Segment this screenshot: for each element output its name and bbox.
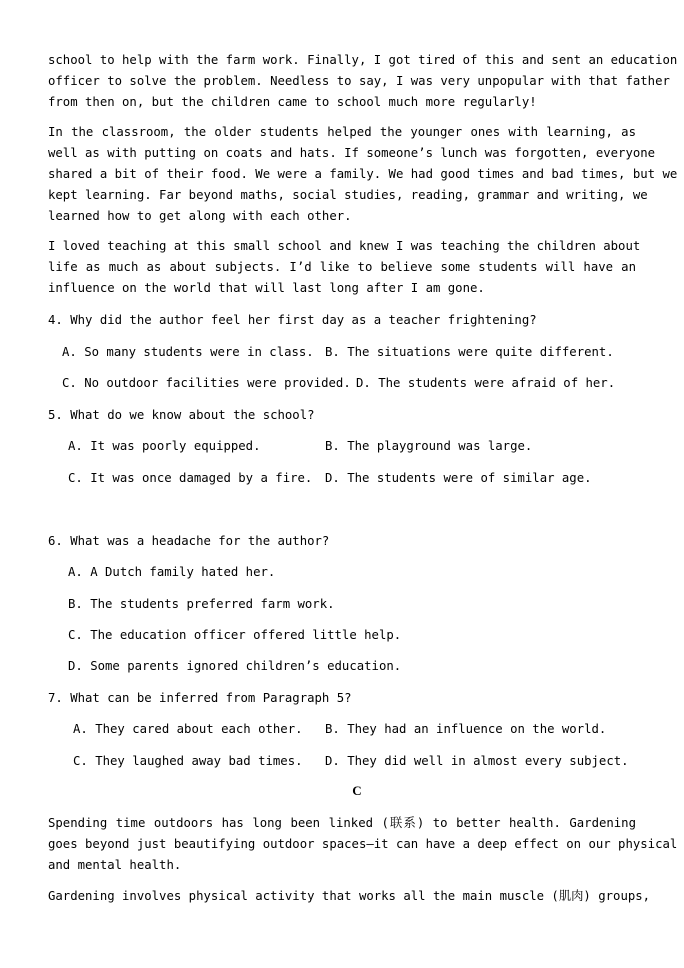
question-7-option-a: A. They cared about each other.	[73, 722, 303, 736]
text-line: Spending time outdoors has long been linked (联系) to better health. Gardening	[48, 816, 636, 830]
question-5-option-a: A. It was poorly equipped.	[68, 439, 261, 453]
text-line: well as with putting on coats and hats. If someone’s lunch was forgotten, everyone	[48, 146, 656, 160]
text-line: I loved teaching at this small school and knew I was teaching the children about	[48, 239, 641, 253]
question-4-option-c: C. No outdoor facilities were provided.	[62, 376, 351, 390]
text-line: Gardening involves physical activity that works all the main muscle (肌肉) groups,	[48, 889, 651, 903]
text-line: shared a bit of their food. We were a family. We had good times and bad times, but we	[48, 167, 678, 181]
text-line: In the classroom, the older students helped the younger ones with learning, as	[48, 125, 636, 139]
question-5-option-b: B. The playground was large.	[325, 439, 533, 453]
question-6-option-a: A. A Dutch family hated her.	[68, 565, 276, 579]
question-4-stem: 4. Why did the author feel her first day as a teacher frightening?	[48, 313, 537, 327]
paragraph-farm-work	[48, 50, 678, 113]
question-5-stem: 5. What do we know about the school?	[48, 408, 315, 422]
paragraph-spending-time-outdoors	[48, 813, 678, 876]
text-line: officer to solve the problem. Needless to say, I was very unpopular with that father	[48, 74, 670, 88]
text-line: and mental health.	[48, 858, 182, 872]
text-line: from then on, but the children came to school much more regularly!	[48, 95, 537, 109]
text-line: goes beyond just beautifying outdoor spaces—it can have a deep effect on our physical	[48, 837, 678, 851]
question-6-stem: 6. What was a headache for the author?	[48, 534, 330, 548]
question-6-option-c: C. The education officer offered little help.	[68, 628, 402, 642]
question-7-option-b: B. They had an influence on the world.	[325, 722, 607, 736]
paragraph-classroom	[48, 122, 678, 227]
question-5-option-d: D. The students were of similar age.	[325, 471, 592, 485]
question-4-option-b: B. The situations were quite different.	[325, 345, 614, 359]
text-line: learned how to get along with each other.	[48, 209, 352, 223]
text-line: life as much as about subjects. I’d like to believe some students will have an	[48, 260, 636, 274]
question-6-option-b: B. The students preferred farm work.	[68, 597, 335, 611]
paragraph-gardening-activity	[48, 886, 651, 907]
question-7-option-c: C. They laughed away bad times.	[73, 754, 303, 768]
question-7-stem: 7. What can be inferred from Paragraph 5?	[48, 691, 352, 705]
text-line: school to help with the farm work. Finally, I got tired of this and sent an education	[48, 53, 678, 67]
text-line: influence on the world that will last long after I am gone.	[48, 281, 485, 295]
text-line: kept learning. Far beyond maths, social studies, reading, grammar and writing, we	[48, 188, 648, 202]
question-5-option-c: C. It was once damaged by a fire.	[68, 471, 313, 485]
question-7-option-d: D. They did well in almost every subject.	[325, 754, 629, 768]
paragraph-loved-teaching	[48, 236, 641, 299]
question-4-option-a: A. So many students were in class.	[62, 345, 314, 359]
question-4-option-d: D. The students were afraid of her.	[356, 376, 616, 390]
section-c-heading: C	[352, 783, 362, 798]
question-6-option-d: D. Some parents ignored children’s education.	[68, 659, 402, 673]
